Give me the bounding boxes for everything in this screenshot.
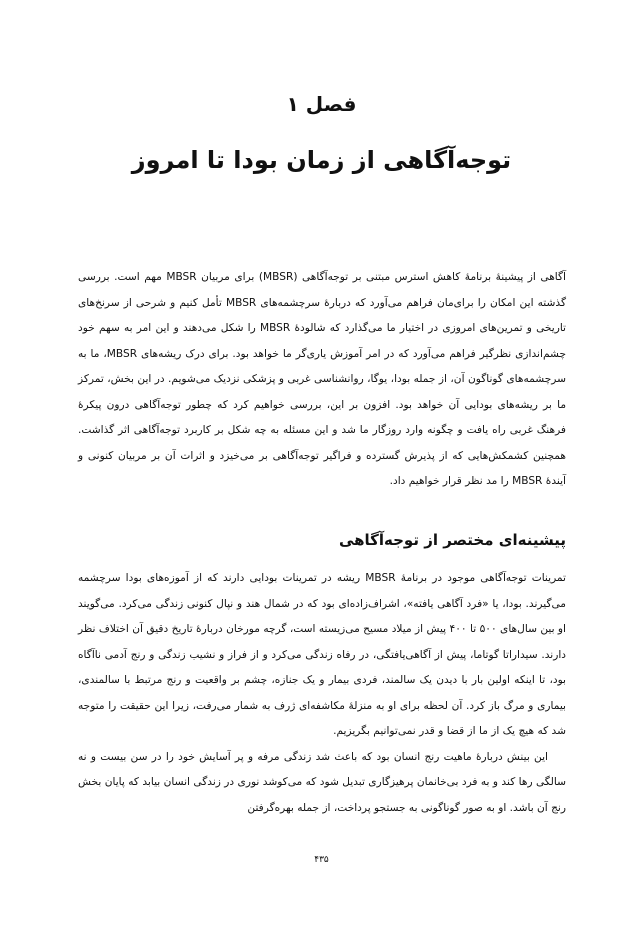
chapter-number: فصل ۱ <box>286 92 357 116</box>
section-body <box>78 566 566 821</box>
section-paragraph-1: تمرینات توجه‌آگاهی موجود در برنامهٔ MBSR ریشه در تمرینات بودایی دارند که از آموزه‌های بودا سرچشمه می‌گیرند. بودا، یا «فرد آگاهی یافته»، اشراف‌زاده‌ای بود که در شمال هند و نپال کنونی زندگی می‌کرد. می‌گویند او بین سال‌های ۵۰۰ تا ۴۰۰ پیش از میلاد مسیح می‌زیسته است، گرچه مورخان دربارهٔ تاریخ دقیق آن اختلاف نظر دارند. سیداراتا گوتاما، پیش از آگاهی‌یافتگی، در رفاه زندگی می‌کرد و از فراز و نشیب زندگی و رنج آدمی ناآگاه بود، تا اینکه اولین بار با دیدن یک سالمند، فردی بیمار و یک جنازه، چشم بر واقعیت و رنج مرتبط با سالمندی، بیماری و مرگ باز کرد. آن لحظه برای او به منزلهٔ مکاشفه‌ای ژرف به شمار می‌رفت، زیرا این حقیقت را متوجه شد که هیچ یک از ما از قضا و قدر نمی‌توانیم بگریزیم. <box>78 572 566 737</box>
section-heading: پیشینه‌ای مختصر از توجه‌آگاهی <box>338 531 566 549</box>
page-number: ۴۳۵ <box>314 855 329 865</box>
intro-paragraph <box>78 265 566 495</box>
section-paragraph-2: این بینش دربارهٔ ماهیت رنج انسان بود که باعث شد زندگی مرفه و پر آسایش خود را در سن بیست و نه سالگی رها کند و به فرد بی‌خانمان پرهیزگاری تبدیل شود که می‌کوشد نوری در زندگی انسان بیابد که پایان بخش رنج آن باشد. او به صور گوناگونی به جستجو پرداخت، از جمله بهره‌گرفتن <box>78 750 566 814</box>
intro-text: آگاهی از پیشینهٔ برنامهٔ کاهش استرس مبتنی بر توجه‌آگاهی (MBSR) برای مربیان MBSR مهم است. بررسی گذشته این امکان را برای‌مان فراهم می‌آورد که دربارهٔ سرچشمه‌های MBSR تأمل کنیم و شرحی از سرنخ‌های تاریخی و تمرین‌های امروزی در اختیار ما می‌گذارد که شالودهٔ MBSR را شکل می‌دهند و این امر به سهم خود چشم‌اندازی نظرگیر فراهم می‌آورد که در امر آموزش یاری‌گر ما خواهد بود. برای درک ریشه‌های MBSR، ما به سرچشمه‌های گوناگون آن، از جمله بودا، یوگا، روانشناسی غربی و پزشکی نزدیک می‌شویم. در این بخش، تمرکز ما بر ریشه‌های بودایی آن خواهد بود. افزون بر این، بررسی خواهیم کرد که چطور توجه‌آگاهی درون پیکرهٔ فرهنگ غربی راه یافت و چگونه وارد روزگار ما شد و این مسئله به چه شکل بر کاربرد توجه‌آگاهی اثر گذاشت. همچنین کشمکش‌هایی که از پذیرش گسترده و فراگیر توجه‌آگاهی بر می‌خیزد و اثرات آن بر مربیان کنونی و آیندهٔ MBSR را مد نظر قرار خواهیم داد. <box>78 271 566 487</box>
chapter-title: توجه‌آگاهی از زمان بودا تا امروز <box>131 146 512 174</box>
